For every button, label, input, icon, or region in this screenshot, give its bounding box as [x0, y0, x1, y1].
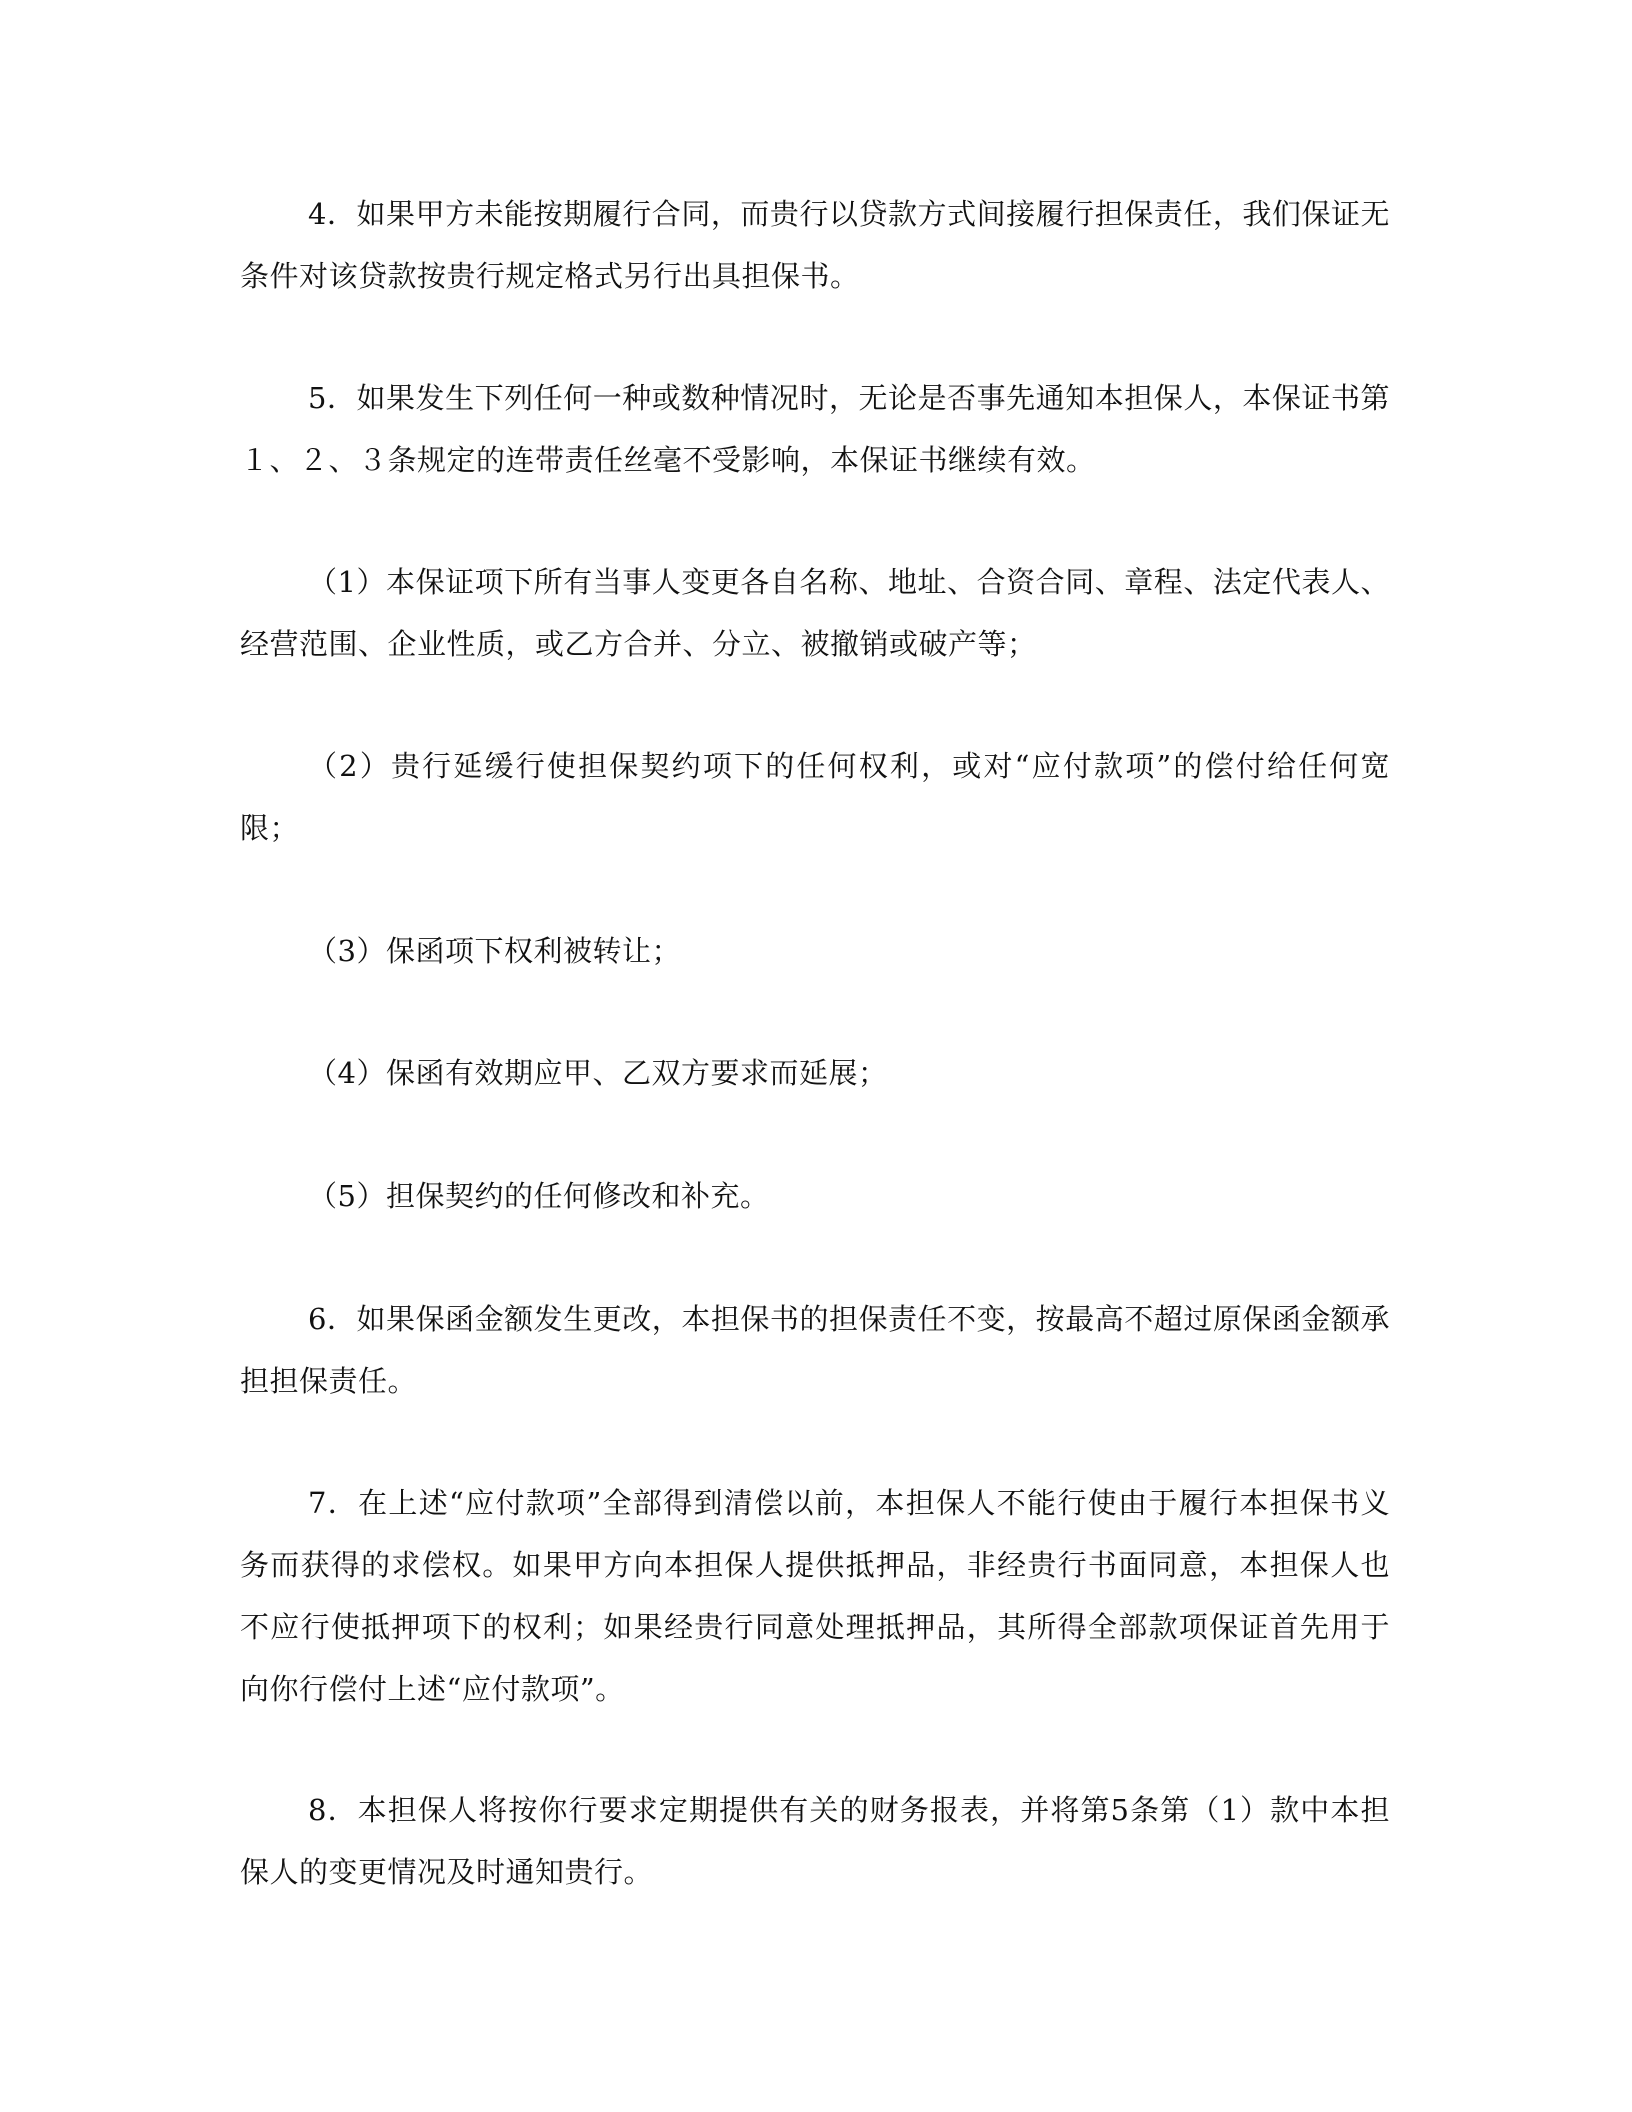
paragraph-clause-7: 7．在上述“应付款项”全部得到清偿以前，本担保人不能行使由于履行本担保书义务而获得的求偿权。如果甲方向本担保人提供抵押品，非经贵行书面同意，本担保人也不应行使抵押项下的权利；如果经贵行同意处理抵押品，其所得全部款项保证首先用于向你行偿付上述“应付款项”。 — [240, 1486, 1390, 1706]
paragraph-item-4: （4）保函有效期应甲、乙双方要求而延展； — [308, 1056, 888, 1090]
paragraph-clause-8: 8．本担保人将按你行要求定期提供有关的财务报表，并将第5条第（1）款中本担保人的变更情况及时通知贵行。 — [240, 1793, 1390, 1889]
paragraph-clause-4: 4．如果甲方未能按期履行合同，而贵行以贷款方式间接履行担保责任，我们保证无条件对该贷款按贵行规定格式另行出具担保书。 — [240, 197, 1390, 293]
paragraph-item-5: （5）担保契约的任何修改和补充。 — [308, 1179, 770, 1213]
paragraph-clause-5: 5．如果发生下列任何一种或数种情况时，无论是否事先通知本担保人，本保证书第１、２、３条规定的连带责任丝毫不受影响，本保证书继续有效。 — [240, 381, 1390, 477]
paragraph-clause-6: 6．如果保函金额发生更改，本担保书的担保责任不变，按最高不超过原保函金额承担担保责任。 — [240, 1302, 1390, 1398]
paragraph-item-2: （2）贵行延缓行使担保契约项下的任何权利，或对“应付款项”的偿付给任何宽限； — [240, 749, 1390, 845]
paragraph-item-1: （1）本保证项下所有当事人变更各自名称、地址、合资合同、章程、法定代表人、经营范围、企业性质，或乙方合并、分立、被撤销或破产等； — [240, 565, 1390, 661]
paragraph-item-3: （3）保函项下权利被转让； — [308, 934, 681, 968]
